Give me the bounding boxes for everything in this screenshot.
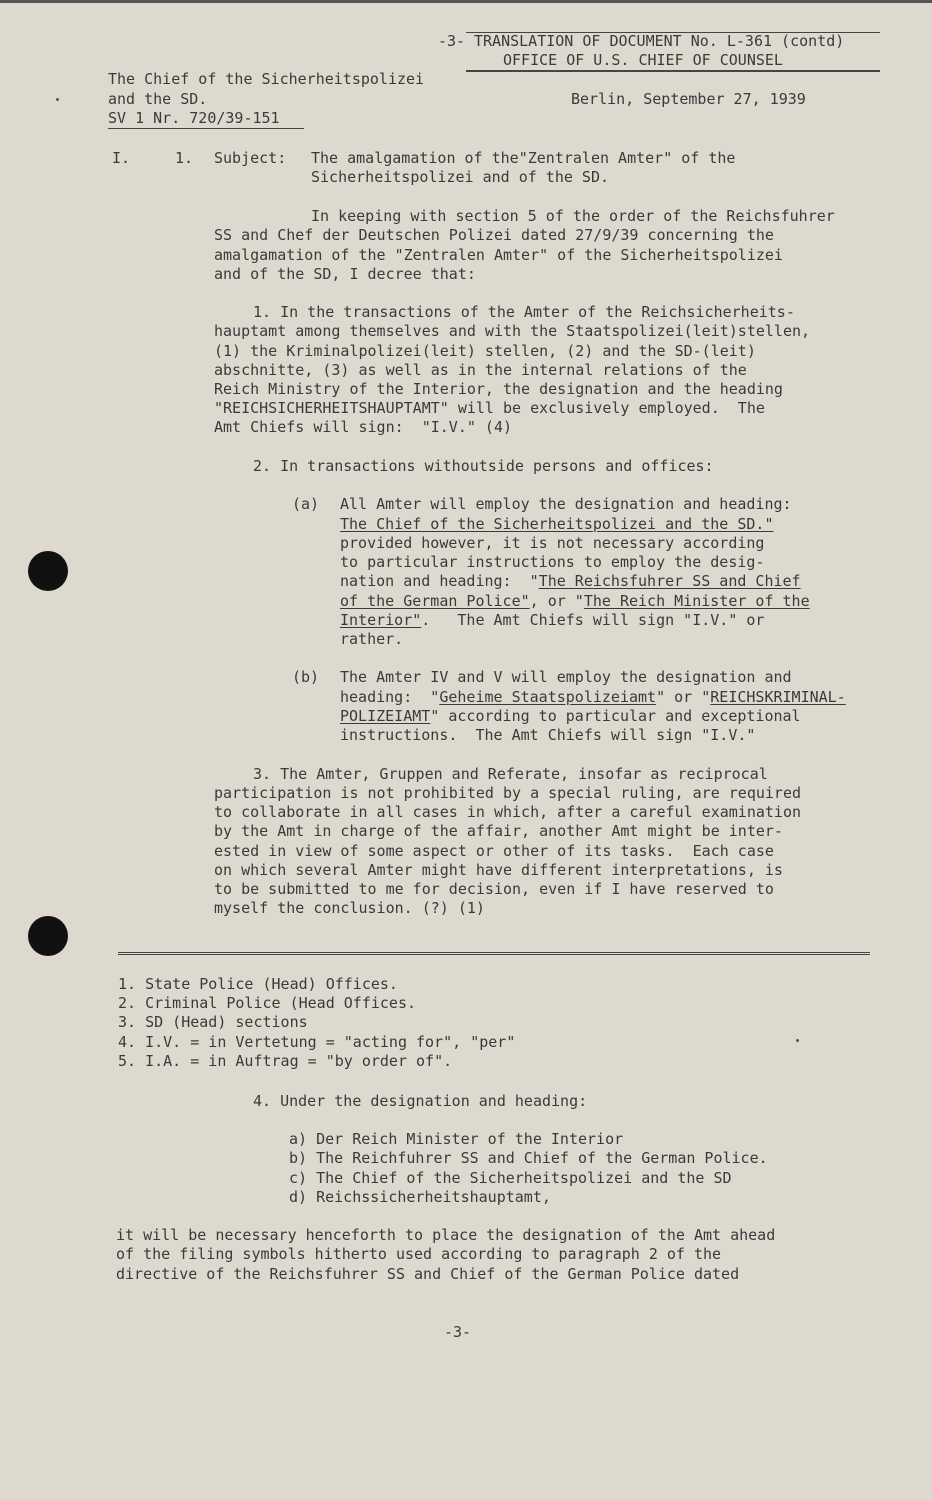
para1-line: Reich Ministry of the Interior, the designation and the heading [214,380,783,398]
para2a-line: provided however, it is not necessary according [340,534,765,552]
footnote: 5. I.A. = in Auftrag = "by order of". [118,1052,453,1070]
para2a-line [340,611,764,631]
para2-intro: 2. In transactions withoutside persons and offices: [253,457,714,475]
para3-line: by the Amt in charge of the affair, another Amt might be inter- [214,822,783,840]
sender-line-1: The Chief of the Sicherheitspolizei [108,70,425,88]
para3-line: ested in view of some aspect or other of its tasks. Each case [214,842,774,860]
header-page-marker: -3- [438,32,466,50]
sender-line-2: and the SD. [108,90,208,108]
subject-line-1: The amalgamation of the"Zentralen Amter" of the [311,149,736,167]
footnote: 2. Criminal Police (Head Offices. [118,994,417,1012]
para2a-underlined: The Reichsfuhrer SS and Chief [538,572,801,590]
punch-hole [28,551,68,591]
para2b-text: " or " [656,688,711,706]
footnote: 4. I.V. = in Vertetung = "acting for", "per" [118,1033,516,1051]
para1-line: hauptamt among themselves and with the Staatspolizei(leit)stellen, [214,322,811,340]
footnote-separator [118,952,870,955]
footnote: 3. SD (Head) sections [118,1013,308,1031]
closing-line: it will be necessary henceforth to place the designation of the Amt ahead [116,1226,776,1244]
para2a-heading: The Chief of the Sicherheitspolizei and the SD." [340,515,774,533]
para2b-text: heading: " [340,688,440,706]
para2a-label: (a) [292,495,320,513]
para2b-line: The Amter IV and V will employ the designation and [340,668,792,686]
para4-intro: 4. Under the designation and heading: [253,1092,588,1110]
para2a-text: nation and heading: " [340,572,539,590]
intro-line: and of the SD, I decree that: [214,265,476,283]
para1-line: abschnitte, (3) as well as in the internal relations of the [214,361,747,379]
para3-line: 3. The Amter, Gruppen and Referate, insofar as reciprocal [253,765,768,783]
intro-line: In keeping with section 5 of the order of the Reichsfuhrer [311,207,835,225]
section-roman: I. [112,149,131,167]
para2b-line [340,707,801,727]
para2a-line: All Amter will employ the designation and heading: [340,495,792,513]
footnote: 1. State Police (Head) Offices. [118,975,398,993]
para2a-line [340,572,801,592]
para2b-underlined: POLIZEIAMT [340,707,431,725]
reference-number: SV 1 Nr. 720/39-151 [108,109,280,127]
para3-line: to collaborate in all cases in which, after a careful examination [214,803,801,821]
para3-line: on which several Amter might have different interpretations, is [214,861,783,879]
para4-item: b) The Reichfuhrer SS and Chief of the German Police. [289,1149,768,1167]
para4-item: a) Der Reich Minister of the Interior [289,1130,624,1148]
subject-line-2: Sicherheitspolizei and of the SD. [311,168,610,186]
para2b-underlined: REICHSKRIMINAL- [710,688,846,706]
header-top-rule [466,32,880,33]
para1-line: "REICHSICHERHEITSHAUPTAMT" will be exclusively employed. The [214,399,765,417]
para1-line: Amt Chiefs will sign: "I.V." (4) [214,418,513,436]
place-date: Berlin, September 27, 1939 [571,90,806,108]
office-title: OFFICE OF U.S. CHIEF OF COUNSEL [503,51,783,69]
para1-line: (1) the Kriminalpolizei(leit) stellen, (2) and the SD-(leit) [214,342,756,360]
para2a-line: to particular instructions to employ the desig- [340,553,765,571]
translation-title: TRANSLATION OF DOCUMENT No. L-361 (contd) [474,32,845,50]
para3-line: participation is not prohibited by a special ruling, are required [214,784,801,802]
header-rule [466,70,880,72]
reference-rule [108,128,304,129]
para2a-underlined: Interior" [340,611,422,629]
para2a-underlined: The Reich Minister of the [583,592,810,610]
para2a-text: , or " [529,592,584,610]
top-edge-line [0,0,932,3]
para1-line: 1. In the transactions of the Amter of the Reichsicherheits- [253,303,795,321]
closing-line: of the filing symbols hitherto used according to paragraph 2 of the [116,1245,722,1263]
footer-page-number: -3- [444,1323,472,1341]
para2a-underlined: of the German Police" [340,592,530,610]
para4-item: c) The Chief of the Sicherheitspolizei and the SD [289,1169,732,1187]
para2a-text: . The Amt Chiefs will sign "I.V." or [421,611,765,629]
para3-line: to be submitted to me for decision, even if I have reserved to [214,880,774,898]
section-number: 1. [175,149,194,167]
closing-line: directive of the Reichsfuhrer SS and Chief of the German Police dated [116,1265,740,1283]
para2a-line [340,592,810,612]
para3-line: myself the conclusion. (?) (1) [214,899,485,917]
para4-item: d) Reichssicherheitshauptamt, [289,1188,551,1206]
intro-line: amalgamation of the "Zentralen Amter" of the Sicherheitspolizei [214,246,783,264]
margin-mark [796,1039,799,1042]
para2b-underlined: Geheime Staatspolizeiamt [439,688,657,706]
para2a-line: rather. [340,630,404,648]
para2b-line: instructions. The Amt Chiefs will sign "I.V." [340,726,756,744]
punch-hole [28,916,68,956]
para2b-label: (b) [292,668,320,686]
margin-mark [56,98,59,101]
intro-line: SS and Chef der Deutschen Polizei dated 27/9/39 concerning the [214,226,774,244]
para2b-line [340,688,846,708]
subject-label: Subject: [214,149,287,167]
para2b-text: " according to particular and exceptional [430,707,801,725]
